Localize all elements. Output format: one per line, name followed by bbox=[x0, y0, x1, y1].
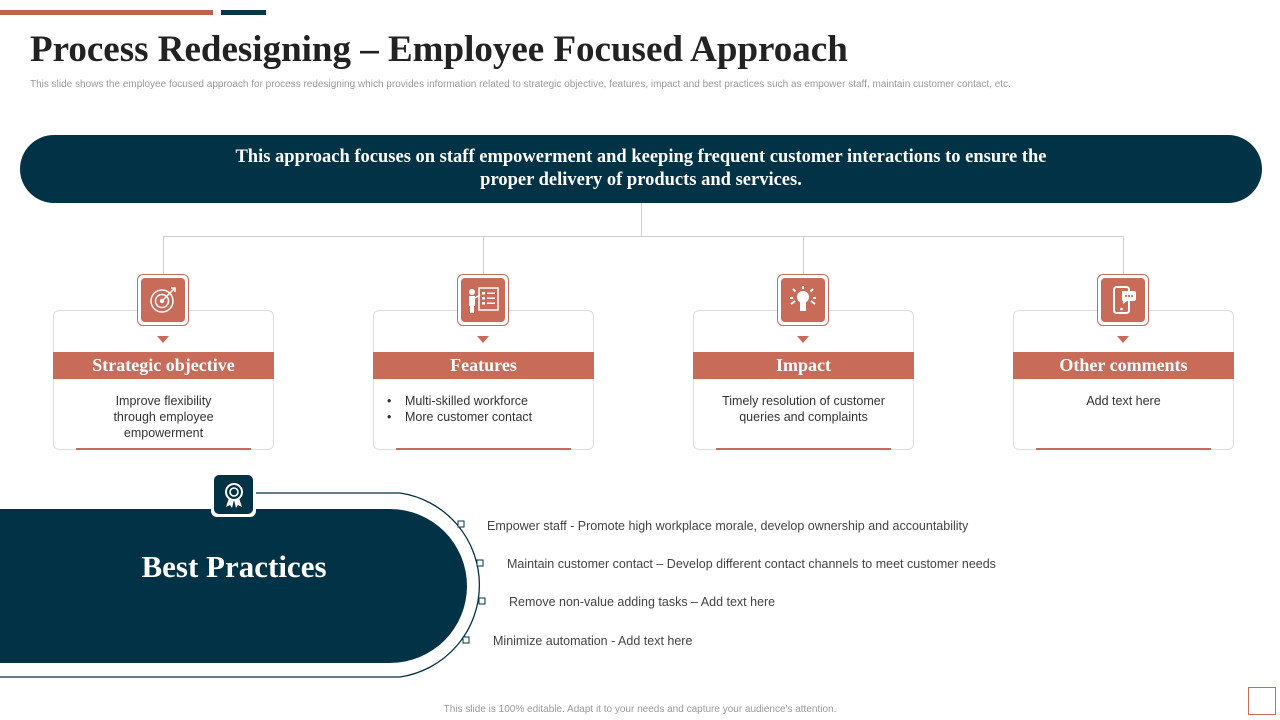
card-title: Features bbox=[373, 352, 594, 379]
page-subtitle: This slide shows the employee focused approach for process redesigning which provides information related to strategic objective, features, impact and best practices such as empower staff, maintain customer contact, etc. bbox=[30, 79, 1011, 90]
best-practices-badge bbox=[211, 472, 256, 517]
card-pointer bbox=[1117, 336, 1129, 343]
best-practice-item: Empower staff - Promote high workplace morale, develop ownership and accountability bbox=[487, 519, 969, 533]
best-practices-title: Best Practices bbox=[141, 549, 327, 584]
summary-banner bbox=[20, 135, 1262, 203]
card-icon-box bbox=[457, 274, 509, 326]
card-pointer bbox=[797, 336, 809, 343]
award-ribbon-icon bbox=[221, 481, 247, 509]
card-underline bbox=[1036, 448, 1211, 450]
connector-line-2 bbox=[483, 236, 484, 274]
card-text: Improve flexibility through employee empowerment bbox=[113, 394, 214, 440]
footer-note: This slide is 100% editable. Adapt it to your needs and capture your audience's attention. bbox=[443, 704, 837, 715]
card-text: Timely resolution of customer queries and complaints bbox=[722, 394, 885, 424]
card-impact bbox=[693, 310, 914, 450]
best-practice-item: Remove non-value adding tasks – Add text here bbox=[509, 595, 776, 609]
card-bullets bbox=[373, 393, 594, 425]
card-other-comments bbox=[1013, 310, 1234, 450]
accent-bar-right bbox=[221, 10, 266, 15]
card-pointer bbox=[157, 336, 169, 343]
card-title: Other comments bbox=[1013, 352, 1234, 379]
card-icon-box bbox=[137, 274, 189, 326]
card-text: Add text here bbox=[1086, 394, 1161, 408]
card-underline bbox=[396, 448, 571, 450]
list-item: • Multi-skilled workforce bbox=[405, 393, 594, 409]
card-icon-box bbox=[1097, 274, 1149, 326]
connector-line-1 bbox=[163, 236, 164, 274]
connector-line-horizontal bbox=[163, 236, 1124, 237]
lightbulb-idea-icon bbox=[787, 284, 819, 316]
card-features bbox=[373, 310, 594, 450]
connector-line-vertical-main bbox=[641, 203, 642, 236]
card-underline bbox=[716, 448, 891, 450]
best-practices-panel bbox=[0, 509, 467, 663]
connector-line-4 bbox=[1123, 236, 1124, 274]
card-pointer bbox=[477, 336, 489, 343]
connector-line-3 bbox=[803, 236, 804, 274]
accent-bar-left bbox=[0, 10, 213, 15]
card-title: Impact bbox=[693, 352, 914, 379]
card-underline bbox=[76, 448, 251, 450]
presentation-board-icon bbox=[466, 285, 500, 315]
corner-frame bbox=[1248, 687, 1276, 715]
card-icon-box bbox=[777, 274, 829, 326]
page-title: Process Redesigning – Employee Focused Approach bbox=[30, 29, 848, 70]
mobile-chat-icon bbox=[1107, 284, 1139, 316]
list-item: • More customer contact bbox=[405, 409, 594, 425]
banner-text: This approach focuses on staff empowerment and keeping frequent customer interactions to ensure the proper delivery of products and services. bbox=[235, 147, 1047, 190]
best-practice-item: Maintain customer contact – Develop different contact channels to meet customer needs bbox=[507, 557, 996, 571]
card-title: Strategic objective bbox=[53, 352, 274, 379]
best-practice-item: Minimize automation - Add text here bbox=[493, 634, 693, 648]
target-icon bbox=[147, 284, 179, 316]
